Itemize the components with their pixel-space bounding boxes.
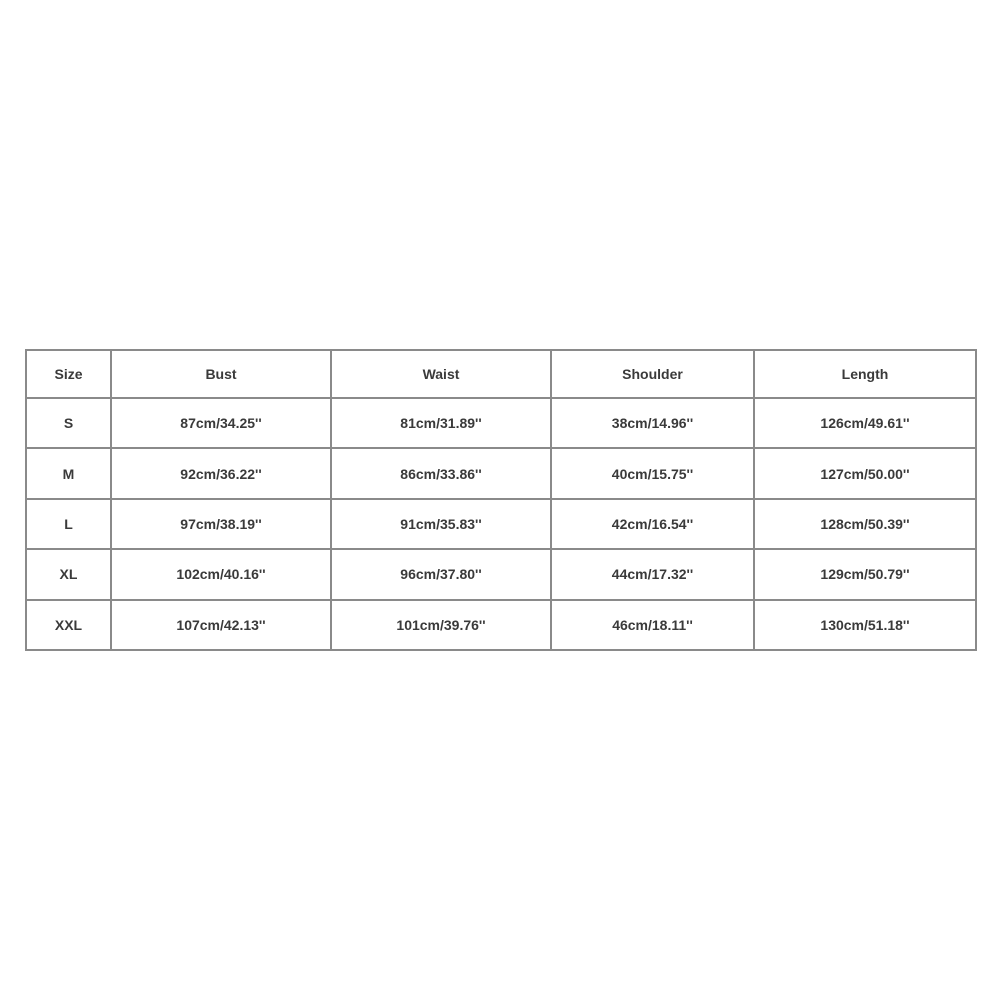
cell-waist: 91cm/35.83'' (331, 499, 551, 549)
cell-length: 130cm/51.18'' (754, 600, 976, 650)
size-chart-table (25, 349, 977, 651)
cell-size: S (26, 398, 111, 448)
cell-size: M (26, 448, 111, 498)
table-row (26, 499, 976, 549)
table-header (26, 350, 976, 398)
cell-shoulder: 40cm/15.75'' (551, 448, 754, 498)
header-bust: Bust (111, 350, 331, 398)
cell-waist: 86cm/33.86'' (331, 448, 551, 498)
cell-size: XXL (26, 600, 111, 650)
header-size: Size (26, 350, 111, 398)
header-waist: Waist (331, 350, 551, 398)
cell-bust: 97cm/38.19'' (111, 499, 331, 549)
cell-size: L (26, 499, 111, 549)
cell-shoulder: 42cm/16.54'' (551, 499, 754, 549)
table-body (26, 398, 976, 650)
cell-length: 129cm/50.79'' (754, 549, 976, 599)
cell-shoulder: 38cm/14.96'' (551, 398, 754, 448)
cell-length: 128cm/50.39'' (754, 499, 976, 549)
table-row (26, 448, 976, 498)
cell-size: XL (26, 549, 111, 599)
header-row (26, 350, 976, 398)
table-row (26, 398, 976, 448)
cell-bust: 87cm/34.25'' (111, 398, 331, 448)
cell-waist: 101cm/39.76'' (331, 600, 551, 650)
header-shoulder: Shoulder (551, 350, 754, 398)
cell-shoulder: 44cm/17.32'' (551, 549, 754, 599)
cell-bust: 107cm/42.13'' (111, 600, 331, 650)
cell-bust: 92cm/36.22'' (111, 448, 331, 498)
cell-length: 127cm/50.00'' (754, 448, 976, 498)
table-row (26, 600, 976, 650)
table-row (26, 549, 976, 599)
cell-waist: 96cm/37.80'' (331, 549, 551, 599)
cell-length: 126cm/49.61'' (754, 398, 976, 448)
cell-shoulder: 46cm/18.11'' (551, 600, 754, 650)
cell-bust: 102cm/40.16'' (111, 549, 331, 599)
header-length: Length (754, 350, 976, 398)
cell-waist: 81cm/31.89'' (331, 398, 551, 448)
